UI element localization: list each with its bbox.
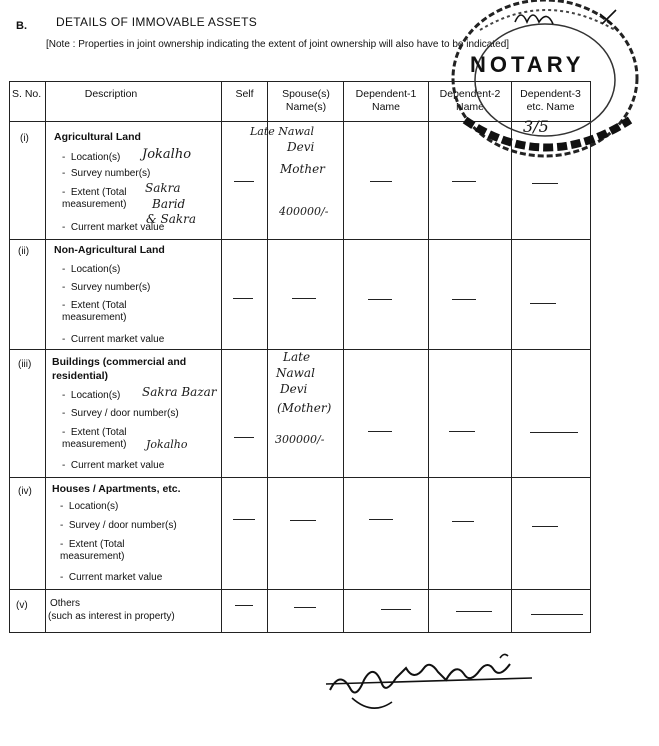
row-3-dep1-dash [368,431,392,432]
header-dependent-3: Dependent-3 etc. Name [520,88,581,113]
row-2-dep2-dash [452,299,476,300]
row-2-dep1-dash [368,299,392,300]
row-1-item-3: - Extent (Total measurement) [62,187,127,210]
row-2-self-dash [233,298,253,299]
row-3-dep3-dash [530,432,578,433]
row-2-item-4: - Current market value [62,334,165,345]
row-1-dep1-dash [370,181,392,182]
header-dependent-1: Dependent-1 Name [355,88,417,113]
stamp-label: NOTARY [470,52,585,77]
row-5-category: Others [50,598,81,609]
header-dependent-2: Dependent-2 Name [439,88,501,113]
row-1-self-dash [234,181,254,182]
row-3-spouse-hw-3: Devi [280,382,308,396]
row-4-item-3: - Extent (Total measurement) [60,539,125,562]
row-4-self-dash [233,519,255,520]
row-1-hw-extent: Barid [152,197,186,211]
row-3-dep2-dash [449,431,475,432]
row-5-sno: (v) [16,600,28,611]
row-1-item-4: - Current market value [62,222,165,233]
row-3-item-4: - Current market value [62,460,165,471]
row-4-sno: (iv) [18,486,32,497]
row-1-dep2-dash [452,181,476,182]
row-1-dep3-dash [532,183,558,184]
row-1-spouse-hw-3: Mother [280,162,325,176]
row-2-item-3: - Extent (Total measurement) [62,300,127,323]
row-5-spouse-dash [294,607,316,608]
row-3-category: Buildings (commercial and residential) [52,356,187,382]
row-3-self-dash [234,437,254,438]
row-2-sno: (ii) [18,246,30,257]
row-5-item-1: (such as interest in property) [48,611,175,622]
row-4-dep1-dash [369,519,393,520]
row-5-dep2-dash [456,611,492,612]
row-1-item-2: - Survey number(s) [62,168,151,179]
row-1-spouse-hw-4: 400000/- [279,205,329,218]
row-2-spouse-dash [292,298,316,299]
header-description: Description [84,88,138,100]
row-1-spouse-hw-1: Late Nawal [250,125,314,138]
row-3-hw-extent: Jokalho [146,438,188,451]
row-1-sno: (i) [20,133,29,144]
header-sno: S. No. [12,88,42,100]
row-3-spouse-hw-1: Late [283,350,311,364]
row-4-item-1: - Location(s) [60,501,119,512]
row-4-item-4: - Current market value [60,572,163,583]
row-3-sno: (iii) [18,359,32,370]
header-spouse: Spouse(s) Name(s) [282,88,330,113]
row-1-category: Agricultural Land [54,131,141,143]
row-2-dep3-dash [530,303,556,304]
signature [322,650,542,720]
row-5-dep1-dash [381,609,411,610]
row-3-spouse-hw-4: (Mother) [277,401,332,415]
header-self: Self [235,88,254,100]
row-1-hw-survey: Sakra [145,181,181,195]
row-3-spouse-hw-5: 300000/- [275,433,325,446]
section-letter: B. [16,20,27,32]
row-1-spouse-hw-2: Devi [287,140,315,154]
row-3-spouse-hw-2: Nawal [276,366,315,380]
row-1-item-1: - Location(s) [62,152,121,163]
row-1-hw-extent-2: & Sakra [146,212,197,226]
row-3-hw-location: Sakra Bazar [142,385,217,399]
row-4-spouse-dash [290,520,316,521]
row-2-item-1: - Location(s) [62,264,121,275]
section-note: [Note : Properties in joint ownership indicating the extent of joint ownership will also have to be indicated] [46,39,510,50]
notary-stamp [425,0,659,180]
row-4-item-2: - Survey / door number(s) [60,520,177,531]
section-title: DETAILS OF IMMOVABLE ASSETS [56,15,258,29]
row-3-item-2: - Survey / door number(s) [62,408,179,419]
row-4-category: Houses / Apartments, etc. [52,483,181,495]
row-1-hw-location: Jokalho [142,147,192,162]
row-5-self-dash [235,605,253,606]
stamp-date-mark: 3/5 [523,117,549,136]
row-2-item-2: - Survey number(s) [62,282,151,293]
row-3-item-1: - Location(s) [62,390,121,401]
row-4-dep3-dash [532,526,558,527]
row-4-dep2-dash [452,521,474,522]
row-2-category: Non-Agricultural Land [54,244,165,256]
row-5-dep3-dash [531,614,583,615]
row-3-item-3: - Extent (Total measurement) [62,427,127,450]
